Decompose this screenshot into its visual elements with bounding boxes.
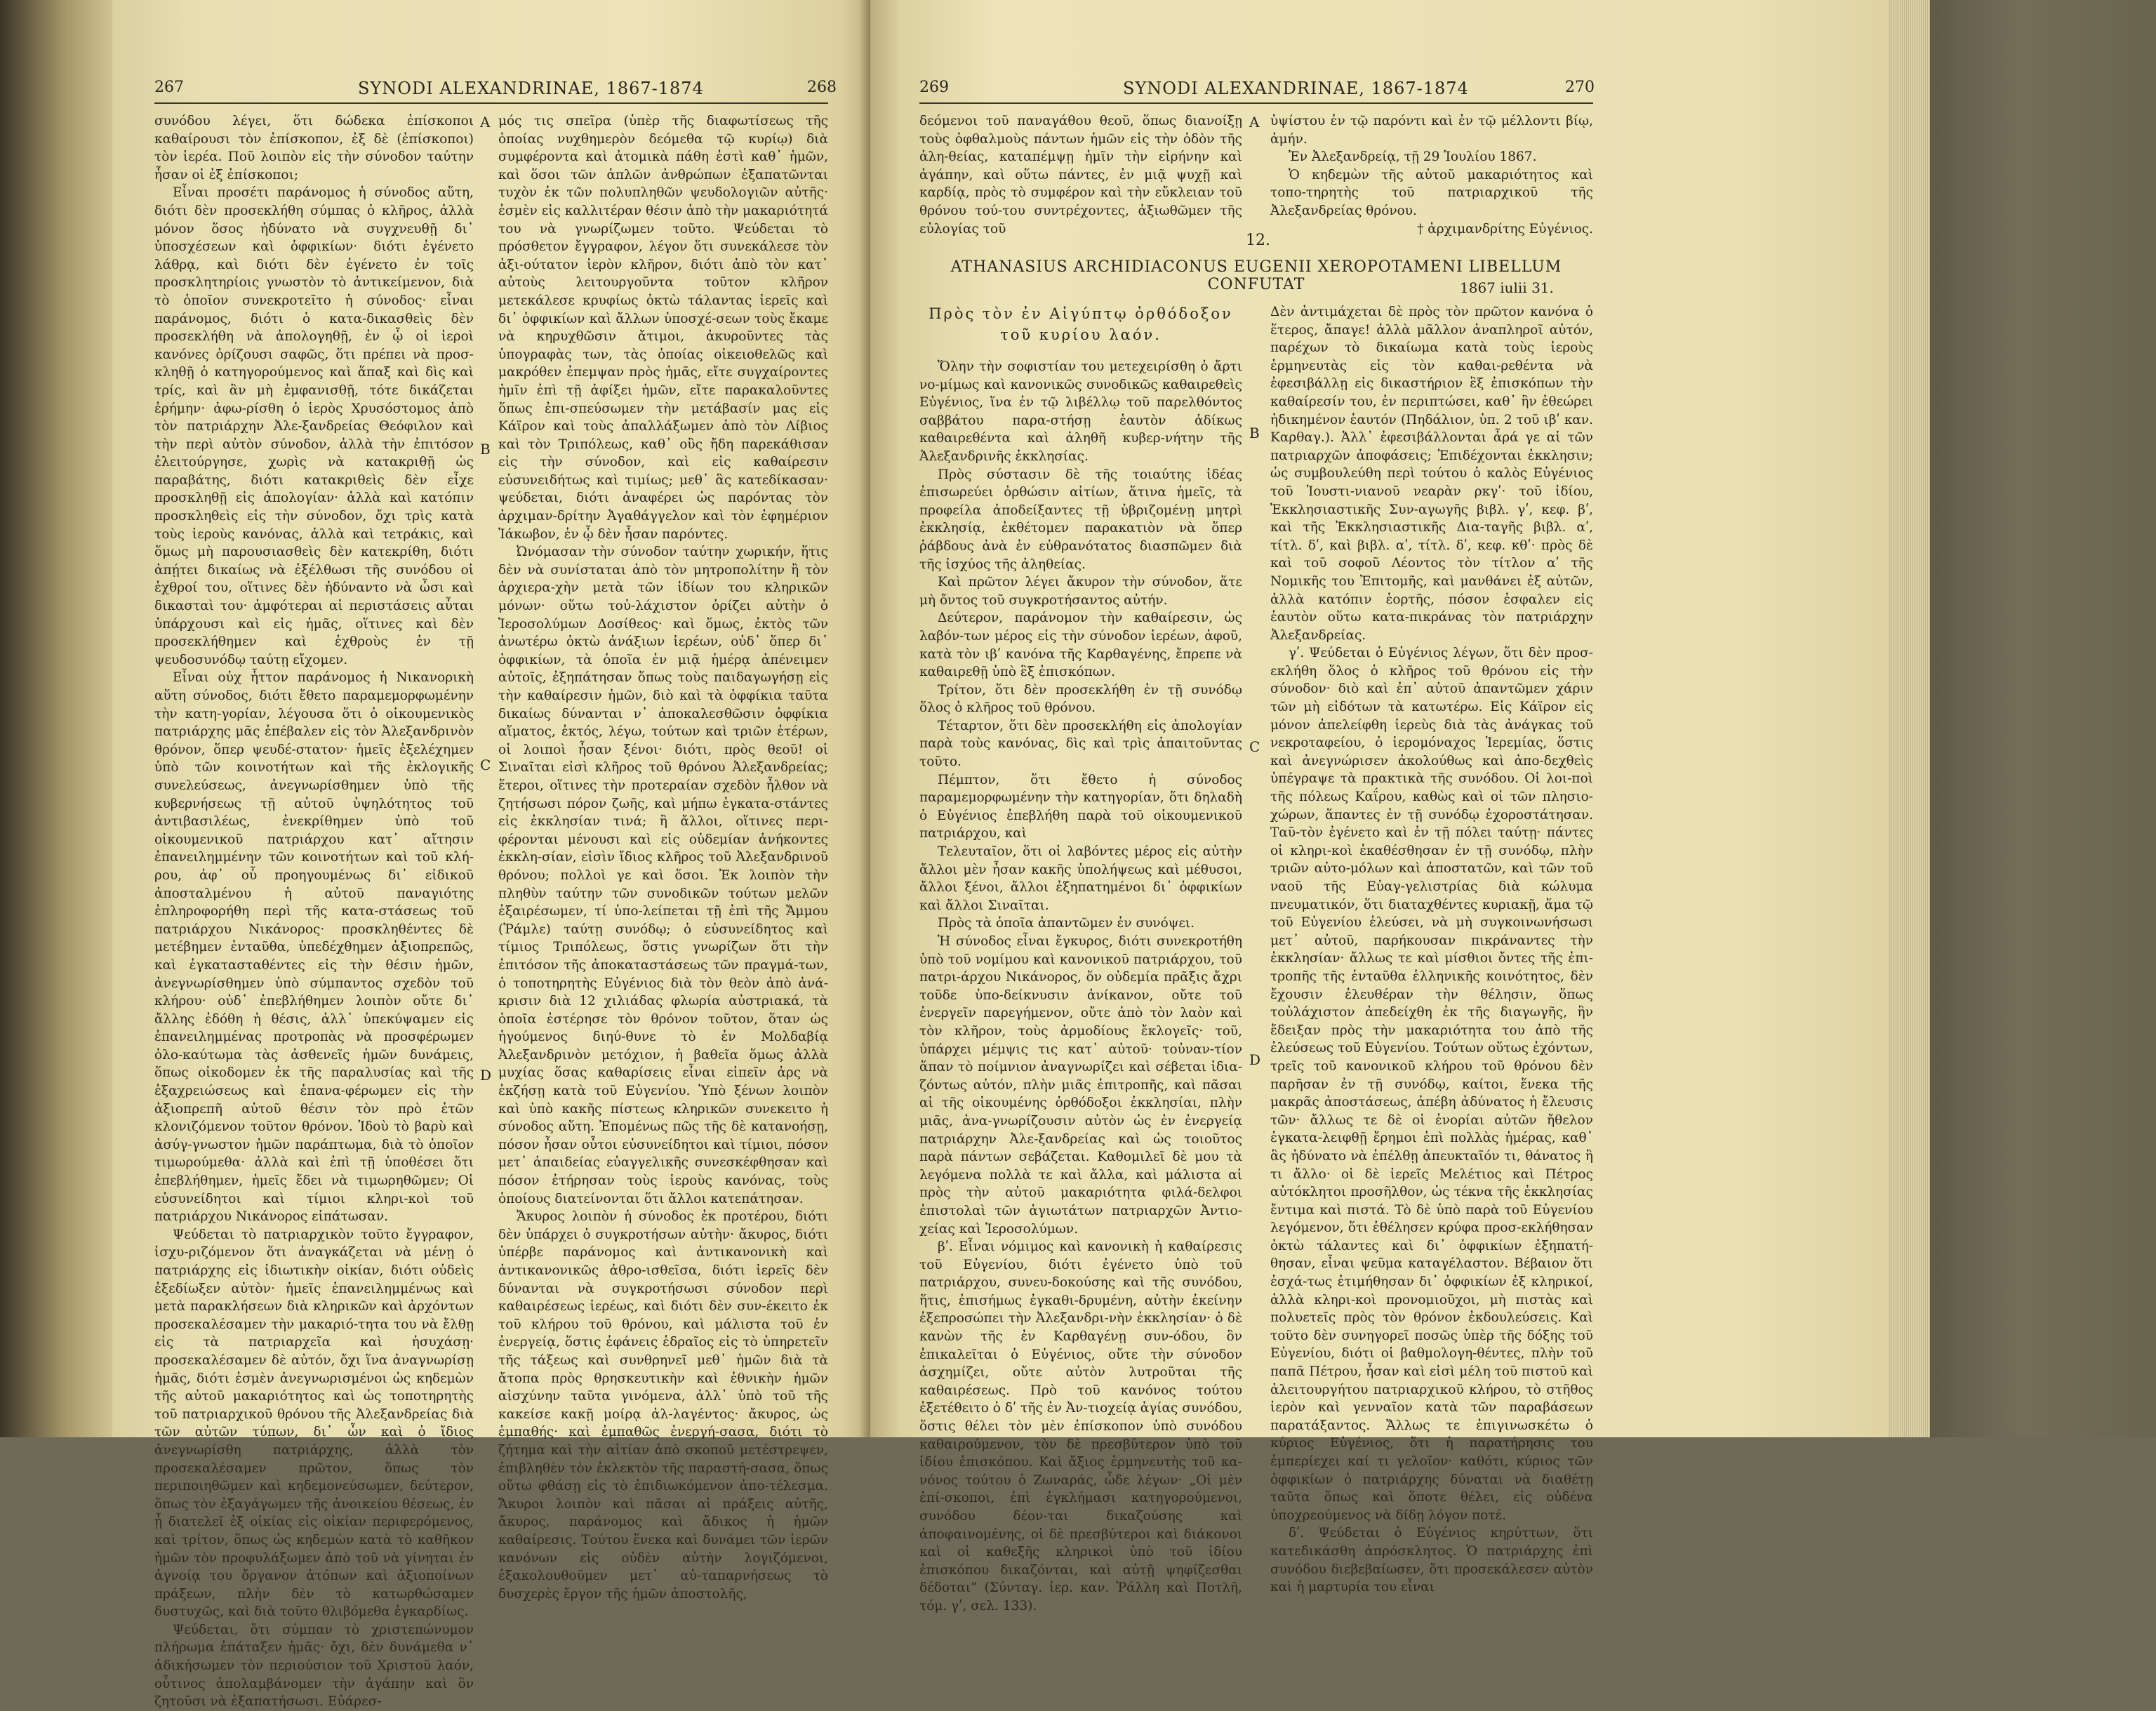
header-rule [154, 102, 828, 104]
paragraph: Ἄκυρος λοιπὸν ἡ σύνοδος ἐκ προτέρου, διότι δὲν ὑπάρχει ὁ συγκροτήσων αὐτὴν· ἄκυρος, διότι ὑπέρβε παράνομος καὶ ἀντικανονικὴ καὶ ἀντικανονικῶς ἀθρο-ισθεῖσα, διότι ἱερεῖς δὲν δύνανται νὰ συγκροτήσωσι σύνοδον περὶ καθαιρέσεως ἱερέως, καὶ διότι δὲν συν-έκειτο ἐκ τοῦ κλήρου τοῦ θρόνου, καὶ μάλιστα τοῦ ἐν ἐνεργείᾳ, ὅστις ἐφάνεις ἑδραῖος εἰς τὸ ὑπηρετεῖν τῆς τάξεως καὶ συνθρηνεῖ μεθ᾽ ἡμῶν διὰ τὰ ἄτοπα πρὸς θρησκευτικὴν καὶ ἐθνικὴν ἡμῶν αἰσχύνην ταῦτα γινόμενα, ἀλλ᾽ ὑπὸ τοῦ τῆς κακείσε κακῇ μοίρᾳ ἀλ-λαγέντος· ἄκυρος, ὡς ἐμπαθής· καὶ ἐμπαθῶς ἐνεργή-σασα, διότι τὸ ζήτημα καὶ τὴν αἰτίαν ἀπὸ σκοποῦ μετέστρεψεν, ἐπιβληθὲν τὸν ἐκλεκτὸν τῆς παραστή-σασα, ὅπως οὕτω φθάσῃ εἰς τὸ ἐπιδιωκόμενον ἀπο-τέλεσμα. Ἄκυροι λοιπὸν καὶ πᾶσαι αἱ πράξεις αὐτῆς, ἄκυρος, παράνομος καὶ ἄδικος ἡ ἡμῶν καθαίρεσις. Τούτου ἕνεκα καὶ δυνάμει τῶν ἱερῶν κανόνων εἰς οὐδὲν αὐτὴν λογιζόμενοι, ἐξακολουθοῦμεν μετ᾽ αὐ-ταπαρνήσεως τὸ δυσχερὲς ἔργον τῆς ἡμῶν ἀποστολῆς, [498, 1209, 828, 1602]
right-page-column-1 [919, 303, 1242, 1616]
page-number-269: 269 [919, 79, 949, 96]
left-page-column-1 [154, 112, 474, 1711]
paragraph: συνόδου λέγει, ὅτι δώδεκα ἐπίσκοποι καθαίρουσι τὸν ἐπίσκοπον, ἐξ δὲ (ἐπίσκοποι) τὸν ἱερέα. Ποῦ λοιπὸν εἰς τὴν σύνοδον ταύτην ἦσαν οἱ ἐξ ἐπίσκοποι; [154, 114, 474, 182]
margin-letter: C [1249, 738, 1260, 755]
paragraph: Πρὸς σύστασιν δὲ τῆς τοιαύτης ἰδέας ἐπισωρεύει ὀρθώσιν αἰτίων, ἅτινα ἡμεῖς, τὰ προφείλα ἀποδείξαντες τῇ ὑβριζομένῃ μητρὶ ἐκκλησίᾳ, ἐκθέτομεν παρακατιὸν νὰ ὅπερ ῥάβδους ἀνὰ ἐν εὐθρανότατος διασπῶμεν διὰ τῆς ἰσχύος τῆς ἀληθείας. [919, 467, 1242, 572]
paragraph: Ἡ σύνοδος εἶναι ἔγκυρος, διότι συνεκροτήθη ὑπὸ τοῦ νομίμου καὶ κανονικοῦ πατριάρχου, τοῦ πατρι-άρχου Νικάνορος, ὅν οὐδεμία πρᾶξις ἄχρι τοῦδε ὑπο-δείκνυσιν ἀνίκανον, οὔτε τοῦ ἐνεργεῖν παρεγήμενον, οὔτε ἀπὸ τὸν λαὸν καὶ τὸν κλῆρον, τοὺς ἁρμοδίους ἔκλογεῖς· τοῦ, ὑπάρχει μέμψις τις κατ᾽ αὐτοῦ· τοὐναν-τίον ἅπαν τὸ ποίμνιον ἀναγνωρίζει καὶ σέβεται ἰδια-ζόντως αὐτόν, πλὴν μιᾶς ἐπιτροπῆς, καὶ πᾶσαι αἱ τῆς οἰκουμένης ὀρθόδοξοι ἐκκλησίαι, πλὴν μιᾶς, ἀνα-γνωρίζουσιν αὐτὸν ὡς ἐν ἐνεργείᾳ πατριάρχην Ἀλε-ξανδρείας καὶ ὡς τοιοῦτος παρὰ πάντων σεβάζεται. Καθομιλεῖ δὲ μου τὰ λεγόμενα πολλὰ τε καὶ ἄλλα, καὶ μάλιστα αἱ πρὸς τὴν αὐτοῦ μακαριότητα φιλά-δελφοι ἐπιστολαὶ τῶν ἁγιωτάτων πατριαρχῶν Ἀντιο-χείας καὶ Ἱεροσολύμων. [919, 934, 1242, 1237]
margin-letter: D [480, 1067, 492, 1084]
paragraph: μός τις σπεῖρα (ὑπὲρ τῆς διαφωτίσεως τῆς ὁποίας νυχθημερὸν δεόμεθα τῷ κυρίῳ) διὰ συμφέροντα καὶ ἀτομικὰ πάθη ἐστὶ καθ᾽ ἡμῶν, καὶ ὅσοι τῶν ἁπλῶν ἀνθρώπων ἐξαπατῶνται τυχὸν ἐκ τῶν πολυπληθῶν ψευδολογιῶν αὐτῆς· ἐσμὲν εἰς καλλιτέραν θέσιν ἀπὸ τὴν μακαριότητά του νὰ γνωρίζωμεν τοῦτο. Ψεύδεται τὸ πρόσθετον ἔγγραφον, λέγον ὅτι συνεκάλεσε τὸν ἀξι-ούτατον ἱερὸν κλῆρον, διότι ἀπὸ τὸν κατ᾽ αὐτοὺς λειτουργοῦντα τοῦτον κλῆρον μετεκάλεσε κρυφίως ὀκτὼ τάλαντας ἱερεῖς καὶ δι᾽ ὀφφικίων καὶ ἄλλων ὑποσχέ-σεων τοὺς ἔκαμε νὰ κηρυχθῶσιν ἄτιμοι, ἀκυροῦντες τὰς ὑπογραφὰς των, τὰς ὁποίας οἰκειοθελῶς καὶ μακρόθεν ἐπεμψαν πρὸς ἡμᾶς, εἴτε συγχαίροντες ἡμῖν ἐπὶ τῇ ἀφίξει ἡμῶν, εἴτε παρακαλοῦντες ὅπως ἐπι-σπεύσωμεν τὴν μετάβασίν μας εἰς Κάϊρον καὶ τοὺς ἀπαλλάξωμεν ἀπὸ τὸν Λίβιος καὶ τὸν Τριπόλεως, καθ᾽ οὓς ἤδη παρεκάθισαν εἰς τὴν σύνοδον, καὶ εἰς καθαίρεσιν εὐσυνειδήτως καὶ τιμίως; μεθ᾽ ἃς κατεδίκασαν· ψεύδεται, διότι ἀναφέρει ὡς παρόντας τὸν ἀρχιμαν-δρίτην Ἀγαθάγγελον καὶ τὸν ἐφημέριον Ἰάκωβον, ἐν ᾧ δὲν ἦσαν παρόντες. [498, 114, 828, 542]
margin-letter: B [480, 441, 491, 458]
left-page-column-2 [498, 112, 828, 1603]
page-block-fore-edge [1888, 0, 1930, 1437]
page-number-268: 268 [807, 79, 837, 96]
paragraph: Ψεύδεται, ὅτι σύμπαν τὸ χριστεπώνυμον πλήρωμα ἐπάταξεν ἡμᾶς· ὄχι, δὲν δυνάμεθα ν᾽ ἀδικήσωμεν τὸν περιούσιον τοῦ Χριστοῦ λαόν, οὗτινος ἀπολαμβάνομεν τὴν ἀγάπην καὶ ὃν ζητοῦσι νὰ ἐξαπατήσωσι. Εὐάρεσ- [154, 1622, 474, 1710]
page-number-270: 270 [1565, 79, 1595, 96]
paragraph: βʹ. Εἶναι νόμιμος καὶ κανονικὴ ἡ καθαίρεσις τοῦ Εὐγενίου, διότι ἐγένετο ὑπὸ τοῦ πατριάρχου, συνευ-δοκούσης καὶ τῆς συνόδου, ἥτις, ἐπισήμως ἐγκαθι-δρυμένη, αὐτὴν ἐκείνην ἐξεπροσώπει τὴν Ἀλεξανδρι-νὴν ἐκκλησίαν· ὁ δὲ κανὼν τῆς ἐν Καρθαγένῃ συν-όδου, ὃν ἐπικαλεῖται ὁ Εὐγένιος, οὔτε τὴν σύνοδον ἀσχημίζει, οὔτε αὐτὸν λυτροῦται τῆς καθαιρέσεως. Πρὸ τοῦ κανόνος τούτου ἐξετέθειτο ὁ δʹ τῆς ἐν Ἀν-τιοχείᾳ ἁγίας συνόδου, ὅστις θέλει τὸν μὲν ἐπίσκοπον ὑπὸ συνόδου καθαιρούμενον, τὸν δὲ πρεσβύτερον ὑπὸ τοῦ ἰδίου ἐπισκόπου. Καὶ ἄξιος ἑρμηνευτὴς τοῦ κα-νόνος τούτου ὁ Ζωναράς, ὧδε λέγων· „Οἱ μὲν ἐπί-σκοποι, ἐπὶ ἐγκλήμασι κατηγορούμενοι, συνόδου δέον-ται δικαζούσης καὶ ἀποφαινομένης, οἱ δὲ πρεσβύτεροι καὶ διάκονοι καὶ οἱ καθεξῆς κληρικοὶ ὑπὸ τοῦ ἰδίου ἐπισκόπου δικαζόνται, καὶ αὐτῇ ψηφίζεσθαι δέδοται“ (Σύνταγ. ἱερ. καν. Ῥάλλη καὶ Ποτλῆ, τόμ. γʹ, σελ. 133). [919, 1239, 1242, 1613]
left-page [112, 0, 870, 1710]
paragraph: δʹ. Ψεύδεται ὁ Εὐγένιος κηρύττων, ὅτι κατεδικάσθη ἀπρόσκλητος. Ὁ πατριάρχης ἐπὶ συνόδου διεβεβαίωσεν, ὅτι προσεκάλεσεν αὐτὸν καὶ ἡ μαρτυρία του εἶναι [1270, 1526, 1593, 1595]
paragraph: Δὲν ἀντιμάχεται δὲ πρὸς τὸν πρῶτον κανόνα ὁ ἕτερος, ἄπαγε! ἀλλὰ μᾶλλον ἀναπληροῖ αὐτόν, παρέχων τὸ δικαίωμα κατὰ τοὺς ἱεροὺς ἑρμηνευτὰς εἰς τὸν καθαι-ρεθέντα νὰ ἐφεσιβάλλῃ εἰς δικαστήριον ἓξ ἐπισκόπων τὴν καθαίρεσίν του, ἐν περιπτώσει, καθ᾽ ἣν ἐθεώρει ἠδικημένον ἑαυτόν (Πηδάλιον, ὑπ. 2 τοῦ ιβʹ καν. Καρθαγ.). Ἀλλ᾽ ἐφεσιβάλλονται ἆρά γε αἱ τῶν πατριαρχῶν ἀποφάσεις; Ἐπιδέχονται ἐκκλησιν; ὡς συμβουλεύθη περὶ τούτου ὁ καλὸς Εὐγένιος τοῦ Ἰουστι-νιανοῦ νεαρὰν ρκγʹ· τοῦ ἰδίου, Ἐκκλησιαστικῆς Συν-αγωγῆς βιβλ. γʹ, κεφ. βʹ, καὶ τῆς Ἐκκλησιαστικῆς Δια-ταγῆς βιβλ. αʹ, τίτλ. δʹ, καὶ βιβλ. αʹ, τίτλ. δʹ, κεφ. κθʹ· πρὸς δὲ καὶ τοῦ σοφοῦ Λέοντος τὸν τίτλον αʹ τῆς Νομικῆς του Ἐπιτομῆς, καὶ μανθάνει ἐξ αὐτῶν, ἀλλὰ κατόπιν ἑορτῆς, πόσον ἐσφαλεν εἰς ἑαυτὸν οὕτω κατα-πικράνας τὸν πατριάρχην Ἀλεξανδρείας. [1270, 305, 1593, 643]
address-heading: Πρὸς τὸν ἐν Αἰγύπτῳ ὀρθόδοξον τοῦ κυρίου λαόν. [929, 305, 1233, 343]
paragraph: Τρίτον, ὅτι δὲν προσεκλήθη ἐν τῇ συνόδῳ ὅλος ὁ κλῆρος τοῦ θρόνου. [919, 682, 1242, 716]
paragraph: Δεύτερον, παράνομον τὴν καθαίρεσιν, ὡς λαβόν-των μέρος εἰς τὴν σύνοδον ἱερέων, ἀφοῦ, κατὰ τὸν ιβʹ κανόνα τῆς Καρθαγένης, ἔπρεπε νὰ καθαιρεθῇ ὑπὸ ἓξ ἐπισκόπων. [919, 611, 1242, 680]
margin-letter: D [1249, 1051, 1261, 1068]
paragraph: Ὅλην τὴν σοφιστίαν του μετεχειρίσθη ὁ ἄρτι νο-μίμως καὶ κανονικῶς συνοδικῶς καθαιρεθεὶς Εὐγένιος, ἵνα ἐν τῷ λιβέλλῳ τοῦ παρελθόντος σαββάτου παρα-στήσῃ ἑαυτὸν ἀδίκως καθαιρεθέντα καὶ ἀληθῆ κυβερ-νήτην τῆς Ἀλεξανδρινῆς ἐκκλησίας. [919, 359, 1242, 464]
right-page [870, 0, 1888, 1613]
dateline: Ἐν Ἀλεξανδρείᾳ, τῇ 29 Ἰουλίου 1867. [1289, 149, 1537, 165]
paragraph: Πέμπτον, ὅτι ἔθετο ἡ σύνοδος παραμεμορφωμένην τὴν κατηγορίαν, ὅτι δηλαδὴ ὁ Εὐγένιος ἐπεβλήθη παρὰ τοῦ οἰκουμενικοῦ πατριάρχου, καὶ [919, 772, 1242, 841]
paragraph: Εἶναι οὐχ ἧττον παράνομος ἡ Νικανορικὴ αὕτη σύνοδος, διότι ἔθετο παραμεμορφωμένην τὴν κατη-γορίαν, λέγουσα ὅτι ὁ οἰκουμενικὸς πατριάρχης μᾶς ἐπέβαλεν εἰς τὸν Ἀλεξανδρινὸν θρόνον, ὅπερ ψευδέ-στατον· ἡμεῖς ἐξελέχημεν ὑπὸ τῶν κοινοτήτων καὶ τῆς ἐκλογικῆς συνελεύσεως, ἀνεγνωρίσθημεν ὑπὸ τῆς κυβερνήσεως τῇ αὐτοῦ ὑψηλότητος τοῦ ἀντιβασιλέως, ἐνεκρίθημεν ὑπὸ τοῦ οἰκουμενικοῦ πατριάρχου κατ᾽ αἴτησιν ἐπανειλημμένην τῶν κοινοτήτων καὶ τοῦ κλή-ρου, ἀφ᾽ οὗ προηγουμένως δι᾽ εἰδικοῦ ἀποσταλμένου ἡ αὐτοῦ παναγιότης ἐπληροφορήθη περὶ τῆς κατα-στάσεως τοῦ πατριάρχου Νικάνορος· προσκληθέντες δὲ μετέβημεν ἐνταῦθα, ὑπεδέχθημεν ἀξιοπρεπῶς, καὶ ἐγκατασταθέντες εἰς τὴν θέσιν ἡμῶν, ἀνεγνωρίσθημεν ὑπὸ σύμπαντος σχεδὸν τοῦ κλήρου· οὐδ᾽ ἐπεβλήθημεν λοιπὸν οὔτε δι᾽ ἄλλης ἐδόθη ἡ θέσις, ἀλλ᾽ ὑπεκύψαμεν εἰς ἐπανειλημμένας προτροπὰς νὰ προσφέρωμεν ὁλο-καύτωμα τὰς ἀσθενεῖς ἡμῶν δυνάμεις, ὅπως οἰκοδομεν ἐκ τῆς παραλυσίας καὶ τῆς ἐξαχρειώσεως καὶ ἐπανα-φέρωμεν εἰς τὴν ἀξιοπρεπῆ αὐτοῦ θέσιν τὸν πρὸ ἐτῶν κλονιζόμενον τοῦτον θρόνον. Ἰδοὺ τὸ βαρὺ καὶ ἀσύγ-γνωστον ἡμῶν παράπτωμα, διὰ τὸ ὁποῖον τιμωρούμεθα· ἀλλὰ καὶ ἐπὶ τῇ ὑποθέσει ὅτι ἐπεβλήθημεν, ἡμεῖς ἔδει νὰ τιμωρηθῶμεν; Οἱ εὐσυνείδητοι καὶ τίμιοι κληρι-κοὶ τοῦ πατριάρχου Νικάνορος εἰπάτωσαν. [154, 670, 474, 1225]
running-header-left: SYNODI ALEXANDRINAE, 1867-1874 [358, 79, 704, 98]
background-cloth [1930, 0, 2156, 1437]
paragraph: δεόμενοι τοῦ παναγάθου θεοῦ, ὅπως διανοίξῃ τοὺς ὀφθαλμοὺς πάντων ἡμῶν εἰς τὴν ὁδὸν τῆς ἀλη-θείας, καταπέμψῃ ἡμῖν τὴν εἰρήνην καὶ ἀγάπην, καὶ οὕτω πάντες, ἐν μιᾷ ψυχῇ καὶ καρδίᾳ, πρὸς τὸ συμφέρον καὶ τὴν εὔκλειαν τοῦ θρόνου τού-του συντρέχοντες, ἀξιωθῶμεν τῆς εὐλογίας τοῦ [919, 114, 1242, 237]
paragraph: Πρὸς τὰ ὁποῖα ἀπαντῶμεν ἐν συνόψει. [938, 916, 1195, 931]
paragraph: Τέταρτον, ὅτι δὲν προσεκλήθη εἰς ἀπολογίαν παρὰ τοὺς κανόνας, δὶς καὶ τρὶς ἀπαιτοῦντας τοῦτο. [919, 718, 1242, 770]
paragraph: Εἶναι προσέτι παράνομος ἡ σύνοδος αὕτη, διότι δὲν προσεκλήθη σύμπας ὁ κλῆρος, ἀλλὰ μόνον ὅσος ἠδύνατο νὰ συγχνευθῇ δι᾽ ὑποσχέσεων καὶ ὀφφικίων· διότι ἐγένετο λάθρᾳ, καὶ διότι δὲν ἐγένετο ἐν τοῖς προσκλητηρίοις γνωστὸν τὸ ἀντικείμενον, διὰ τὸ ὁποῖον συνεκροτεῖτο ἡ σύνοδος· εἶναι παράνομος, διότι ὁ κατα-δικασθεὶς δὲν προσεκλήθη νὰ ἀπολογηθῇ, ἐν ᾧ οἱ ἱεροὶ κανόνες ὁρίζουσι σαφῶς, ὅτι πρέπει νὰ προσ-κληθῇ ὁ κατηγορούμενος καὶ ἅπαξ καὶ δὶς καὶ τρίς, καὶ ἂν μὴ ἐμφανισθῇ, τότε δικάζεται ἐρήμην· ἀφω-ρίσθη ὁ ἱερὸς Χρυσόστομος ἀπὸ τὸν πατριάρχην Ἀλε-ξανδρείας Θεόφιλον καὶ τὴν περὶ αὐτὸν σύνοδον, ἀλλὰ τὴν ἐπιτόσον ἐλειτούργησε, χωρὶς νὰ κατακριθῇ ὡς παραβάτης, διότι κατακριθεὶς δὲν εἶχε προσκληθῇ εἰς ἀπολογίαν· ἀλλὰ καὶ κατόπιν προσκληθεὶς εἰς τὴν σύνοδον, ὄχι τρὶς κατὰ τοὺς ἱεροὺς κανόνας, ἀλλὰ καὶ τετράκις, καὶ ὅμως μὴ παρουσιασθεὶς δὲν κατεκρίθη, διότι ἀπῄτει δικαίως νὰ ἐξέλθωσι τῆς συνόδου οἱ ἐχθροί του, οἵτινες δὲν ἠδύναντο νὰ ὦσι καὶ δικασταὶ του· ἀμφότεραι αἱ περιστάσεις αὗται ὑπάρχουσι καὶ εἰς ἡμᾶς, οἵτινες καὶ δὲν προσεκλήθημεν καὶ ἐχθροὺς ἐν τῇ ψευδοσυνόδῳ ταύτῃ εἴχομεν. [154, 185, 474, 667]
book-left-edge [0, 0, 112, 1437]
signatory-office: Ὁ κηδεμὼν τῆς αὐτοῦ μακαριότητος καὶ τοπο-τηρητὴς τοῦ πατριαρχικοῦ τῆς Ἀλεξανδρείας θρόνου. [1270, 167, 1593, 218]
right-page-column-2 [1270, 303, 1593, 1597]
closing-text-column-2 [1270, 112, 1593, 238]
paragraph: Ὠνόμασαν τὴν σύνοδον ταύτην χωρικήν, ἥτις δὲν νὰ συνίσταται ἀπὸ τὸν μητροπολίτην ἢ τὸν ἀρχιερα-χὴν μετὰ τῶν ἰδίων του κληρικῶν μόνων· οὕτω τοὐ-λάχιστον ὁρίζει αὐτὴν ὁ Ἱεροσολύμων Δοσίθεος· καὶ ὅμως, ἐκτὸς τῶν ἀνωτέρω ὀκτὼ ἀνάξιων ἱερέων, οὐδ᾽ ὅπερ δι᾽ ὀφφικίων, τὰ ὁποῖα ἐν μιᾷ ἡμέρᾳ ἀπένειμεν αὐτοῖς, ἐξηπάτησαν ὅπως τοὺς παιδαγωγήσῃ εἰς τὴν καθαίρεσιν ἡμῶν, διὸ καὶ τὰ ὀφφίκια ταῦτα δικαίως δύνανται ν᾽ ἀποκαλεσθῶσιν ὀφφίκια αἵματος, ἐκτός, λέγω, τούτων καὶ τριῶν ἑτέρων, οἱ λοιποὶ ἦσαν ξένοι· διότι, πρὸς θεοῦ! οἱ Σιναῖται εἰσὶ κλῆρος τοῦ θρόνου Ἀλεξανδρείας; ἕτεροι, οἵτινες τὴν προτεραίαν σχεδὸν ἦλθον νὰ ζητήσωσι πόρον ζωῆς, καὶ μήπω ἐγκατα-στάντες εἰς ἐκκλησίαν τινά; ἢ ἄλλοι, οἵτινες περι-φέρονται μένουσι καὶ εἰς οὐδεμίαν ἀνήκοντες ἐκκλη-σίαν, εἰσὶν ἴδιος κλῆρος τοῦ Ἀλεξανδρινοῦ θρόνου; πολλοὶ γε καὶ ὅσοι. Ἐκ λοιπὸν τὴν πληθὺν ταύτην τῶν συνοδικῶν τούτων μελῶν ἐξαιρέσωμεν, τί ὑπο-λείπεται τῇ ἐπὶ τῆς Ἄμμου (Ῥάμλε) ταύτῃ συνόδῳ; ὁ εὐσυνείδητος καὶ τίμιος Τριπόλεως, ὅστις γνωρίζων ὅτι τὴν ἐπιτόσον τῆς ἀποκαταστάσεως τῶν πραγμά-των, ὁ τοποτηρητὴς Εὐγένιος διὰ τὸν θεὸν ἀπὸ ἀνά-κρισιν διὰ 12 χιλιάδας φλωρία αὐστριακά, τὰ ὁποῖα ἐστέρησε τὸν θρόνον τοῦτον, ὅταν ὡς ἡγούμενος διηύ-θυνε τὸ ἐν Μολδαβίᾳ Ἀλεξανδρινὸν μετόχιον, ἡ βαθεῖα ὅμως ἀλλὰ μυχίας ὅσας καθαρίσεις εἶναι εἰπεῖν ἀρς νὰ ἐκζήσῃ κατὰ τοῦ Εὐγενίου. Ὑπὸ ξένων λοιπὸν καὶ ὑπὸ κακῆς πίστεως κληρικῶν συνεκειτο ἡ σύνοδος αὕτη. Ἐπομένως πῶς τῆς δὲ κατανοήσῃ, πόσον ἦσαν οὗτοι εὐσυνείδητοι καὶ τίμιοι, πόσον μετ᾽ ἀπαιδείας εὐαγγελικῆς συνεσκέφθησαν καὶ πόσον ἐτήρησαν τοὺς ἱεροὺς κανόνας, τοὺς ὁποίους διατείνονται ὅτι ἄλλοι κατεπάτησαν. [498, 545, 828, 1206]
signature: † ἀρχιμανδρίτης Εὐγένιος. [1417, 221, 1593, 237]
document-number: 12. [1246, 232, 1270, 249]
margin-letter: B [1249, 425, 1260, 441]
document-title: ATHANASIUS ARCHIDIACONUS EUGENII XEROPOTAMENI LIBELLUM CONFUTAT [950, 258, 1562, 293]
paragraph: Καὶ πρῶτον λέγει ἄκυρον τὴν σύνοδον, ἅτε μὴ ὄντος τοῦ συγκροτήσαντος αὐτήν. [919, 575, 1242, 608]
running-header-right: SYNODI ALEXANDRINAE, 1867-1874 [1123, 79, 1469, 98]
paragraph: Ψεύδεται τὸ πατριαρχικὸν τοῦτο ἔγγραφον, ἰσχυ-ριζόμενον ὅτι ἀναγκάζεται νὰ μένῃ ὁ πατριάρχης εἰς ἰδιωτικὴν οἰκίαν, διότι οὐδεὶς ἐξεδίωξεν αὐτὸν· ἡμεῖς ἐπανειλημμένως καὶ μετὰ παρακλήσεων διὰ κληρικῶν καὶ ἀρχόντων προσεκαλέσαμεν τὴν μακαριό-τητα του νὰ ἔλθῃ εἰς τὰ πατριαρχεῖα καὶ ἡσυχάσῃ· προσεκαλέσαμεν δὲ αὐτόν, ὄχι ἵνα ἀναγνωρίσῃ ἡμᾶς, διότι ἐσμὲν ἀνεγνωρισμένοι ὡς κηδεμὼν τῆς αὐτοῦ μακαριότητος καὶ ὡς τοποτηρητὴς τοῦ πατριαρχικοῦ θρόνου τῆς Ἀλεξανδρείας διὰ τῶν αὐτῶν τύπων, δι᾽ ὧν καὶ ὁ ἴδιος ἀνεγνωρίσθη πατριάρχης, ἀλλὰ τὸν προσεκαλέσαμεν πρῶτον, ὅπως τὸν περιποιηθῶμεν καὶ κηδεμονεύσωμεν, δεύτερον, ὅπως τὸν ἐξαγάγωμεν τῆς ἀνοικείου θέσεως, ἐν ᾗ διατελεῖ ἐξ οἰκίας εἰς οἰκίαν περιφερόμενος, καὶ τρίτον, ὅπως ὡς κηδεμὼν κατὰ τὸ καθῆκον ἡμῶν τὸν προφυλάξωμεν ἀπὸ τοῦ νὰ γίνηται ἐν ἀγνοίᾳ του ὄργανον ἀτόπων καὶ ἀξιοποίνων πράξεων, πλὴν δὲν τὸ κατωρθώσαμεν δυστυχῶς, καὶ διὰ τοῦτο θλιβόμεθα ἐγκαρδίως. [154, 1227, 474, 1620]
paragraph: ὑψίστου ἐν τῷ παρόντι καὶ ἐν τῷ μέλλοντι βίῳ, ἀμήν. [1270, 114, 1593, 147]
margin-letter: C [480, 757, 491, 773]
paragraph: Τελευταῖον, ὅτι οἱ λαβόντες μέρος εἰς αὐτὴν ἄλλοι μὲν ἦσαν κακῆς ὑπολήψεως καὶ μέθυσοι, ἄλλοι ξένοι, ἄλλοι ἐξηπατημένοι δι᾽ ὀφφικίων καὶ ἄλλοι Σιναῖται. [919, 844, 1242, 913]
document-date: 1867 iulii 31. [1460, 279, 1554, 296]
header-rule [919, 102, 1593, 104]
margin-letter: A [480, 114, 491, 131]
margin-letter: A [1249, 114, 1260, 131]
page-number-267: 267 [154, 79, 184, 96]
paragraph: γʹ. Ψεύδεται ὁ Εὐγένιος λέγων, ὅτι δὲν προσ-εκλήθη ὅλος ὁ κλῆρος τοῦ θρόνου εἰς τὴν σύνοδον· διὸ καὶ ἐπ᾽ αὐτοῦ ἀπαντῶμεν χάριν τῶν μὴ εἰδότων τὰ κατωτέρω. Εἰς Κάϊρον εἰς μόνον ἀπελείφθη ἱερεὺς διὰ τὰς ἀνάγκας τοῦ νεκροταφείου, ὁ ἱερομόναχος Ἱερεμίας, ὅστις καὶ ἀνεγνώρισεν ἀκολούθως καὶ ἀπο-δεχθεὶς ὑπέγραψε τὰ πρακτικὰ τῆς συνόδου. Οἱ λοι-ποὶ τῆς πόλεως Καΐρου, καθὼς καὶ οἱ τῶν πλησιο-χώρων, ἅπαντες ἐν τῇ συνόδῳ ἐχοροστάτησαν. Ταῦ-τὸν ἐγένετο καὶ ἐν τῇ πόλει ταύτῃ· πάντες οἱ κληρι-κοὶ ἐκαθέσθησαν ἐν τῇ συνόδῳ, πλὴν τριῶν αὐτο-μόλων καὶ ἀποστατῶν, καὶ τῶν τοῦ ναοῦ τῆς Εὐαγ-γελιστρίας διὰ κώλυμα πνευματικόν, ὅτι διαταχθέντες κυριακῇ, ἅμα τῷ τοῦ Εὐγενίου ἐλεύσει, νὰ μὴ συγκοινωνήσωσι μετ᾽ αὐτοῦ, παρήκουσαν πικράναντες τὴν ἐκκλησίαν· ἄλλως τε καὶ μίσθιοι ὄντες τῆς ἐπι-τροπῆς τῆς ἐνταῦθα ἑλληνικῆς κοινότητος, δὲν ἔχουσιν ἐλευθέραν τὴν θέλησιν, ὅπως τοὐλάχιστον ἀπεδείχθη ἐκ τῆς διαγωγῆς, ἣν ἔδειξαν πρὸς τὴν μακαριότητα του ἀπὸ τῆς ἐλεύσεως τοῦ Εὐγενίου. Τούτων οὕτως ἐχόντων, τρεῖς τοῦ κανονικοῦ κλήρου τοῦ θρόνου δὲν παρῆσαν ἐν τῇ συνόδῳ, καίτοι, ἕνεκα τῆς μακρᾶς ἀποστάσεως, ἀπέβη ἀδύνατος ἡ ἔλευσις τῶν· ἄλλως τε δὲ οἱ ἐνορίαι αὐτῶν ἤθελον ἐγκατα-λειφθῇ ἔρημοι ἐπὶ πολλὰς ἡμέρας, καθ᾽ ἃς ἠδύνατο νὰ ἐπέλθῃ ἀπευκταῖόν τι, θάνατος ἢ τι ἄλλο· οἱ δὲ ἱερεῖς Μελέτιος καὶ Πέτρος αὐτόκλητοι προσῆλθον, ὡς τέκνα τῆς ἐκκλησίας ἔντιμα καὶ πιστά. Τὸ δὲ ὑπὸ παρὰ τοῦ Εὐγενίου λεγόμενον, ὅτι ἐθέλησεν κρύφα προσ-εκλήθησαν ὀκτὼ τάλαντες καὶ δι᾽ ὀφφικίων ἐξηπατή-θησαν, εἶναι ψεῦμα καταγέλαστον. Βέβαιον ὅτι ἐσχά-τως ἐτιμήθησαν δι᾽ ὀφφικίων ἐξ κληρικοί, ἀλλὰ κληρι-κοὶ προνομιοῦχοι, μὴ πιστὰς καὶ πολυετεῖς πρὸς τὸν θρόνον ἐκδουλεύσεις. Καὶ τοῦτο δὲν συνηγορεῖ ποσῶς ὑπὲρ τῆς δόξης τοῦ Εὐγενίου, διότι οἱ βαθμολογη-θέντες, πλὴν τοῦ παπᾶ Πέτρου, ἦσαν καὶ εἰσὶ μέλη τοῦ πιστοῦ καὶ ἀλειτουργήτου πατριαρχικοῦ κλήρου, τὸ στῆθος ἱερὸν καὶ γενναῖον κατὰ τῶν παραβάσεων παρατάξαντος. Ἄλλως τε ἐπιγινωσκέτω ὁ κύριος Εὐγένιος, ὅτι ἡ παρατήρησις του ἐμπερίεχει καί τι γελοῖον· καθότι, κύριος τῶν ὀφφικίων ὁ πατριάρχης δύναται νὰ διαθέτῃ ταῦτα ὅπως καὶ ὅποτε θέλει, εἰς οὐδένα ὑποχρεούμενος νὰ δίδῃ λόγον ποτέ. [1270, 646, 1593, 1523]
closing-text-column-1 [919, 112, 1242, 238]
